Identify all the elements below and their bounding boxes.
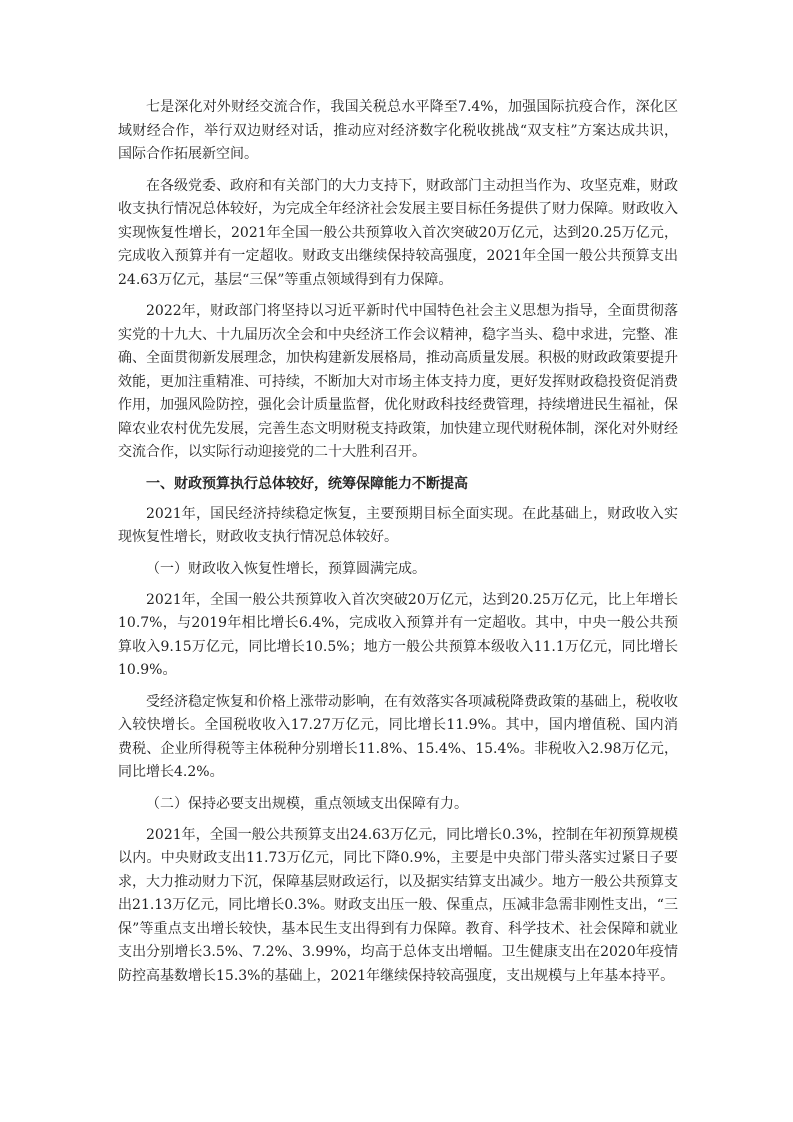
paragraph-international-cooperation: 七是深化对外财经交流合作，我国关税总水平降至7.4%，加强国际抗疫合作，深化区域财经合作，举行双边财经对话，推动应对经济数字化税收挑战“双支柱”方案达成共识，国际合作拓展新空间。 [118, 99, 678, 162]
subheading-expenditure: （二）保持必要支出规模，重点领域支出保障有力。 [146, 795, 468, 812]
section-heading-budget-execution: 一、财政预算执行总体较好，统筹保障能力不断提高 [146, 475, 468, 492]
paragraph-economy-recovery: 2021年，国民经济持续稳定恢复，主要预期目标全面实现。在此基础上，财政收入实现恢复性增长，财政收支执行情况总体较好。 [118, 505, 678, 545]
paragraph-tax-revenue: 受经济稳定恢复和价格上涨带动影响，在有效落实各项减税降费政策的基础上，税收收入较快增长。全国税收收入17.27万亿元，同比增长11.9%。其中，国内增值税、国内消费税、企业所得税等主体税种分别增长11.8%、15.4%、15.4%。非税收入2.98万亿元，同比增长4.2%。 [118, 693, 678, 780]
paragraph-fiscal-summary: 在各级党委、政府和有关部门的大力支持下，财政部门主动担当作为、攻坚克难，财政收支执行情况总体较好，为完成全年经济社会发展主要目标任务提供了财力保障。财政收入实现恢复性增长，2021年全国一般公共预算收入首次突破20万亿元，达到20.25万亿元，完成收入预算并有一定超收。财政支出继续保持较高强度，2021年全国一般公共预算支出24.63万亿元，基层“三保”等重点领域得到有力保障。 [118, 177, 678, 288]
subheading-revenue: （一）财政收入恢复性增长，预算圆满完成。 [146, 560, 426, 577]
paragraph-expenditure-figures: 2021年，全国一般公共预算支出24.63万亿元，同比增长0.3%，控制在年初预算规模以内。中央财政支出11.73万亿元，同比下降0.9%，主要是中央部门带头落实过紧日子要求，大力推动财力下沉，保障基层财政运行，以及据实结算支出减少。地方一般公共预算支出21.13万亿元，同比增长0.3%。财政支出压一般、保重点，压减非急需非刚性支出，“三保”等重点支出增长较快，基本民生支出得到有力保障。教育、科学技术、社会保障和就业支出分别增长3.5%、7.2%、3.99%，均高于总体支出增幅。卫生健康支出在2020年疫情防控高基数增长15.3%的基础上，2021年继续保持较高强度，支出规模与上年基本持平。 [118, 826, 678, 984]
paragraph-2022-plan: 2022年，财政部门将坚持以习近平新时代中国特色社会主义思想为指导，全面贯彻落实党的十九大、十九届历次全会和中央经济工作会议精神，稳字当头、稳中求进，完整、准确、全面贯彻新发展理念，加快构建新发展格局，推动高质量发展。积极的财政政策要提升效能，更加注重精准、可持续，不断加大对市场主体支持力度，更好发挥财政稳投资促消费作用，加强风险防控，强化会计质量监督，优化财政科技经费管理，持续增进民生福祉，保障农业农村优先发展，完善生态文明财税支持政策，加快建立现代财税体制，深化对外财经交流合作，以实际行动迎接党的二十大胜利召开。 [118, 303, 678, 460]
paragraph-revenue-figures: 2021年，全国一般公共预算收入首次突破20万亿元，达到20.25万亿元，比上年增长10.7%，与2019年相比增长6.4%，完成收入预算并有一定超收。其中，中央一般公共预算收入9.15万亿元，同比增长10.5%；地方一般公共预算本级收入11.1万亿元，同比增长10.9%。 [118, 591, 678, 678]
document-page [118, 96, 678, 996]
